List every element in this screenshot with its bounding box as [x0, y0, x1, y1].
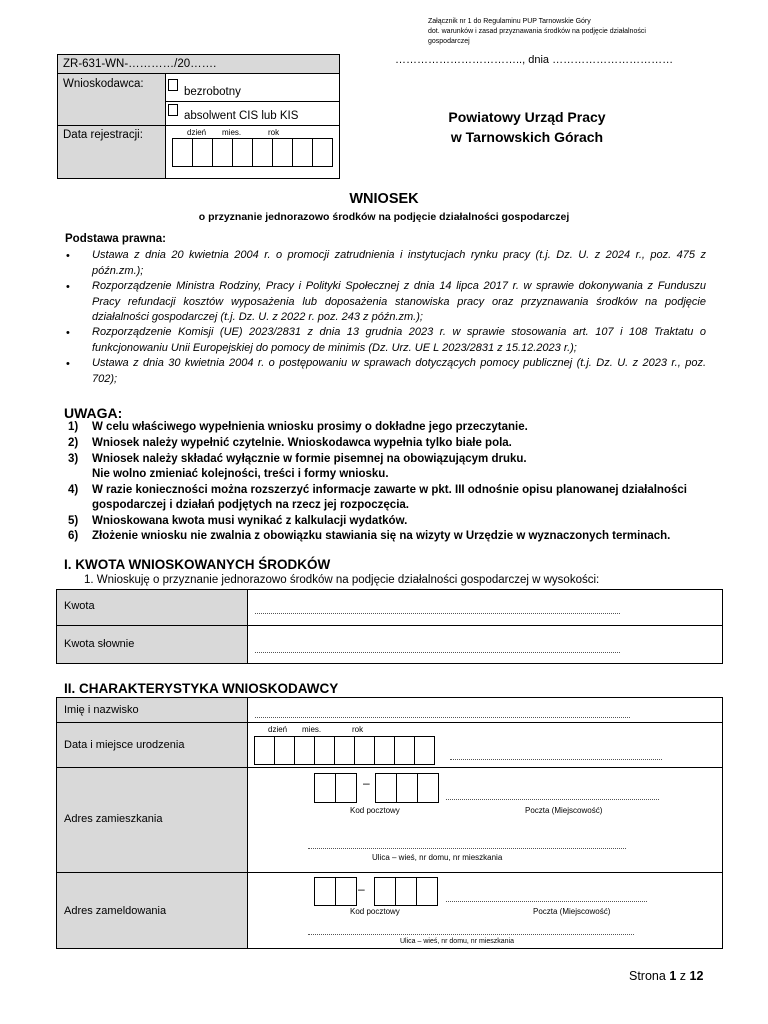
notice-num: 6) — [68, 530, 79, 542]
notice-item — [68, 452, 527, 482]
address-city-input[interactable] — [446, 799, 659, 800]
legal-basis-item: Ustawa z dnia 20 kwietnia 2004 r. o promocji zatrudnienia i instytucjach rynku pracy (t.j. Dz. U. z 2024 r., poz. 475 z późn.zm.); — [92, 249, 706, 277]
unemployed-label: bezrobotny — [184, 86, 241, 98]
postcode-digit-cell[interactable] — [396, 773, 418, 803]
notice-text: Wniosek należy składać wyłącznie w formie pisemnej na obowiązującym druku. — [92, 453, 527, 465]
date-digit-cell[interactable] — [314, 736, 335, 765]
registered-street-input[interactable] — [308, 934, 634, 935]
birth-place-input[interactable] — [450, 759, 662, 760]
section2-title: II. CHARAKTERYSTYKA WNIOSKODAWCY — [64, 681, 339, 696]
notice-item — [68, 436, 512, 451]
place-date-field[interactable]: …………………………….., dnia …………………………… — [395, 54, 674, 66]
date-digit-cell[interactable] — [254, 736, 275, 765]
applicant-label: Wnioskodawca: — [63, 78, 144, 90]
date-digit-cell[interactable] — [212, 138, 233, 167]
attachment-note — [428, 17, 646, 47]
legal-basis-heading: Podstawa prawna: — [65, 233, 166, 245]
reg-month-label: mies. — [222, 128, 242, 137]
postcode-digit-cell[interactable] — [395, 877, 417, 906]
address-postcode-label: Kod pocztowy — [350, 806, 400, 815]
page-number — [629, 969, 703, 983]
date-digit-cell[interactable] — [252, 138, 273, 167]
legal-basis-item: Ustawa z dnia 30 kwietnia 2004 r. o postępowaniu w sprawach dotyczących pomocy publicznej (t.j. Dz. U. z 2023 r., poz. 702); — [92, 357, 706, 385]
registered-city-input[interactable] — [446, 901, 647, 902]
address-label: Adres zamieszkania — [64, 813, 163, 825]
graduate-checkbox[interactable] — [168, 104, 178, 116]
postcode-digit-cell[interactable] — [335, 877, 357, 906]
notice-text: Wnioskowana kwota musi wynikać z kalkulacji wydatków. — [92, 515, 408, 527]
notice-text: Złożenie wniosku nie zwalnia z obowiązku stawiania się na wizyty w Urzędzie w wyznaczonych terminach. — [92, 530, 671, 542]
section1-intro: 1. Wnioskuję o przyznanie jednorazowo środków na podjęcie działalności gospodarczej w wysokości: — [84, 574, 600, 586]
postcode-digit-cell[interactable] — [375, 773, 397, 803]
amount-words-input[interactable] — [255, 652, 620, 653]
postcode-digit-cell[interactable] — [416, 877, 438, 906]
address-street-input[interactable] — [308, 848, 626, 849]
registered-street-label: Ulica – wieś, nr domu, nr mieszkania — [400, 938, 514, 945]
section1-title: I. KWOTA WNIOSKOWANYCH ŚRODKÓW — [64, 557, 331, 572]
form-title: WNIOSEK — [349, 191, 419, 207]
attachment-note-line1: Załącznik nr 1 do Regulaminu PUP Tarnowskie Góry — [428, 18, 591, 25]
date-digit-cell[interactable] — [292, 138, 313, 167]
date-digit-cell[interactable] — [414, 736, 435, 765]
legal-basis-item: Rozporządzenie Komisji (UE) 2023/2831 z dnia 13 grudnia 2023 r. w sprawie stosowania art. 107 i 108 Traktatu o funkcjonowaniu Unii Europejskiej do pomocy de minimis (Dz. Urz. UE L 2023/2831 z 15.12.2023 r.); — [92, 326, 706, 354]
page-prefix: Strona — [629, 969, 666, 983]
date-digit-cell[interactable] — [294, 736, 315, 765]
reg-day-label: dzień — [187, 128, 207, 137]
address-street-label: Ulica – wieś, nr domu, nr mieszkania — [372, 853, 503, 862]
bullet: • — [66, 358, 70, 370]
notice-text-cont: gospodarczej i działań podjętych na rzecz jej rozpoczęcia. — [92, 499, 409, 511]
date-digit-cell[interactable] — [374, 736, 395, 765]
address-city-label: Poczta (Miejscowość) — [525, 806, 603, 815]
date-digit-cell[interactable] — [354, 736, 375, 765]
page-current: 1 — [669, 969, 677, 983]
date-digit-cell[interactable] — [274, 736, 295, 765]
notice-heading: UWAGA: — [64, 405, 123, 421]
notice-item — [68, 514, 407, 529]
postcode-digit-cell[interactable] — [374, 877, 396, 906]
amount-input[interactable] — [255, 613, 620, 614]
notice-item — [68, 483, 687, 513]
birth-day-label: dzień — [268, 725, 288, 734]
postcode-digit-cell[interactable] — [417, 773, 439, 803]
notice-num: 5) — [68, 515, 79, 527]
registered-address-label: Adres zameldowania — [64, 905, 167, 917]
ref-number: ZR-631-WN-…………/20……. — [63, 58, 217, 70]
notice-item — [68, 420, 528, 435]
postcode-digit-cell[interactable] — [314, 877, 336, 906]
attachment-note-line3: gospodarczej — [428, 38, 470, 45]
page-total: 12 — [689, 969, 704, 983]
date-digit-cell[interactable] — [312, 138, 333, 167]
date-digit-cell[interactable] — [334, 736, 355, 765]
postcode-dash: – — [363, 776, 370, 790]
notice-text: Wniosek należy wypełnić czytelnie. Wnioskodawca wypełnia tylko białe pola. — [92, 437, 512, 449]
birth-month-label: mies. — [302, 725, 322, 734]
page-separator: z — [679, 969, 687, 983]
notice-text-cont: Nie wolno zmieniać kolejności, treści i formy wniosku. — [92, 468, 389, 480]
notice-item — [68, 529, 670, 544]
name-input[interactable] — [255, 717, 630, 718]
date-digit-cell[interactable] — [172, 138, 193, 167]
notice-num: 4) — [68, 484, 79, 496]
notice-text: W celu właściwego wypełnienia wniosku prosimy o dokładne jego przeczytanie. — [92, 421, 528, 433]
bullet: • — [66, 327, 70, 339]
registered-city-label: Poczta (Miejscowość) — [533, 907, 611, 916]
postcode-dash: – — [358, 882, 365, 896]
birth-year-label: rok — [352, 725, 364, 734]
legal-basis-item: Rozporządzenie Ministra Rodziny, Pracy i Polityki Społecznej z dnia 14 lipca 2017 r. w sprawie dokonywania z Funduszu Pracy refundacji kosztów wyposażenia lub doposażenia stanowiska pracy oraz przyznawania środków na podjęcie działalności gospodarczej (t.j. Dz. U. z 2022 r. poz. 243 z późn.zm.); — [92, 280, 706, 323]
registered-postcode-label: Kod pocztowy — [350, 907, 400, 916]
postcode-digit-cell[interactable] — [314, 773, 336, 803]
attachment-note-line2: dot. warunków i zasad przyznawania środków na podjęcie działalności — [428, 28, 646, 35]
amount-label: Kwota — [64, 600, 95, 612]
birth-label: Data i miejsce urodzenia — [64, 739, 185, 751]
date-digit-cell[interactable] — [232, 138, 253, 167]
bullet: • — [66, 281, 70, 293]
office-line1: Powiatowy Urząd Pracy — [448, 109, 606, 125]
notice-text: W razie konieczności można rozszerzyć informacje zawarte w pkt. III odnośnie opisu planowanej działalności — [92, 484, 687, 496]
graduate-label: absolwent CIS lub KIS — [184, 110, 299, 122]
form-subtitle: o przyznanie jednorazowo środków na podjęcie działalności gospodarczej — [198, 211, 570, 223]
notice-num: 2) — [68, 437, 79, 449]
date-digit-cell[interactable] — [192, 138, 213, 167]
unemployed-checkbox[interactable] — [168, 79, 178, 91]
reg-year-label: rok — [268, 128, 280, 137]
office-line2: w Tarnowskich Górach — [450, 129, 604, 145]
date-digit-cell[interactable] — [394, 736, 415, 765]
bullet: • — [66, 250, 70, 262]
office-name — [400, 107, 654, 147]
registration-date-label: Data rejestracji: — [63, 129, 143, 141]
notice-num: 1) — [68, 421, 79, 433]
amount-words-label: Kwota słownie — [64, 638, 135, 650]
date-digit-cell[interactable] — [272, 138, 293, 167]
notice-num: 3) — [68, 453, 79, 465]
name-label: Imię i nazwisko — [64, 704, 139, 716]
postcode-digit-cell[interactable] — [335, 773, 357, 803]
